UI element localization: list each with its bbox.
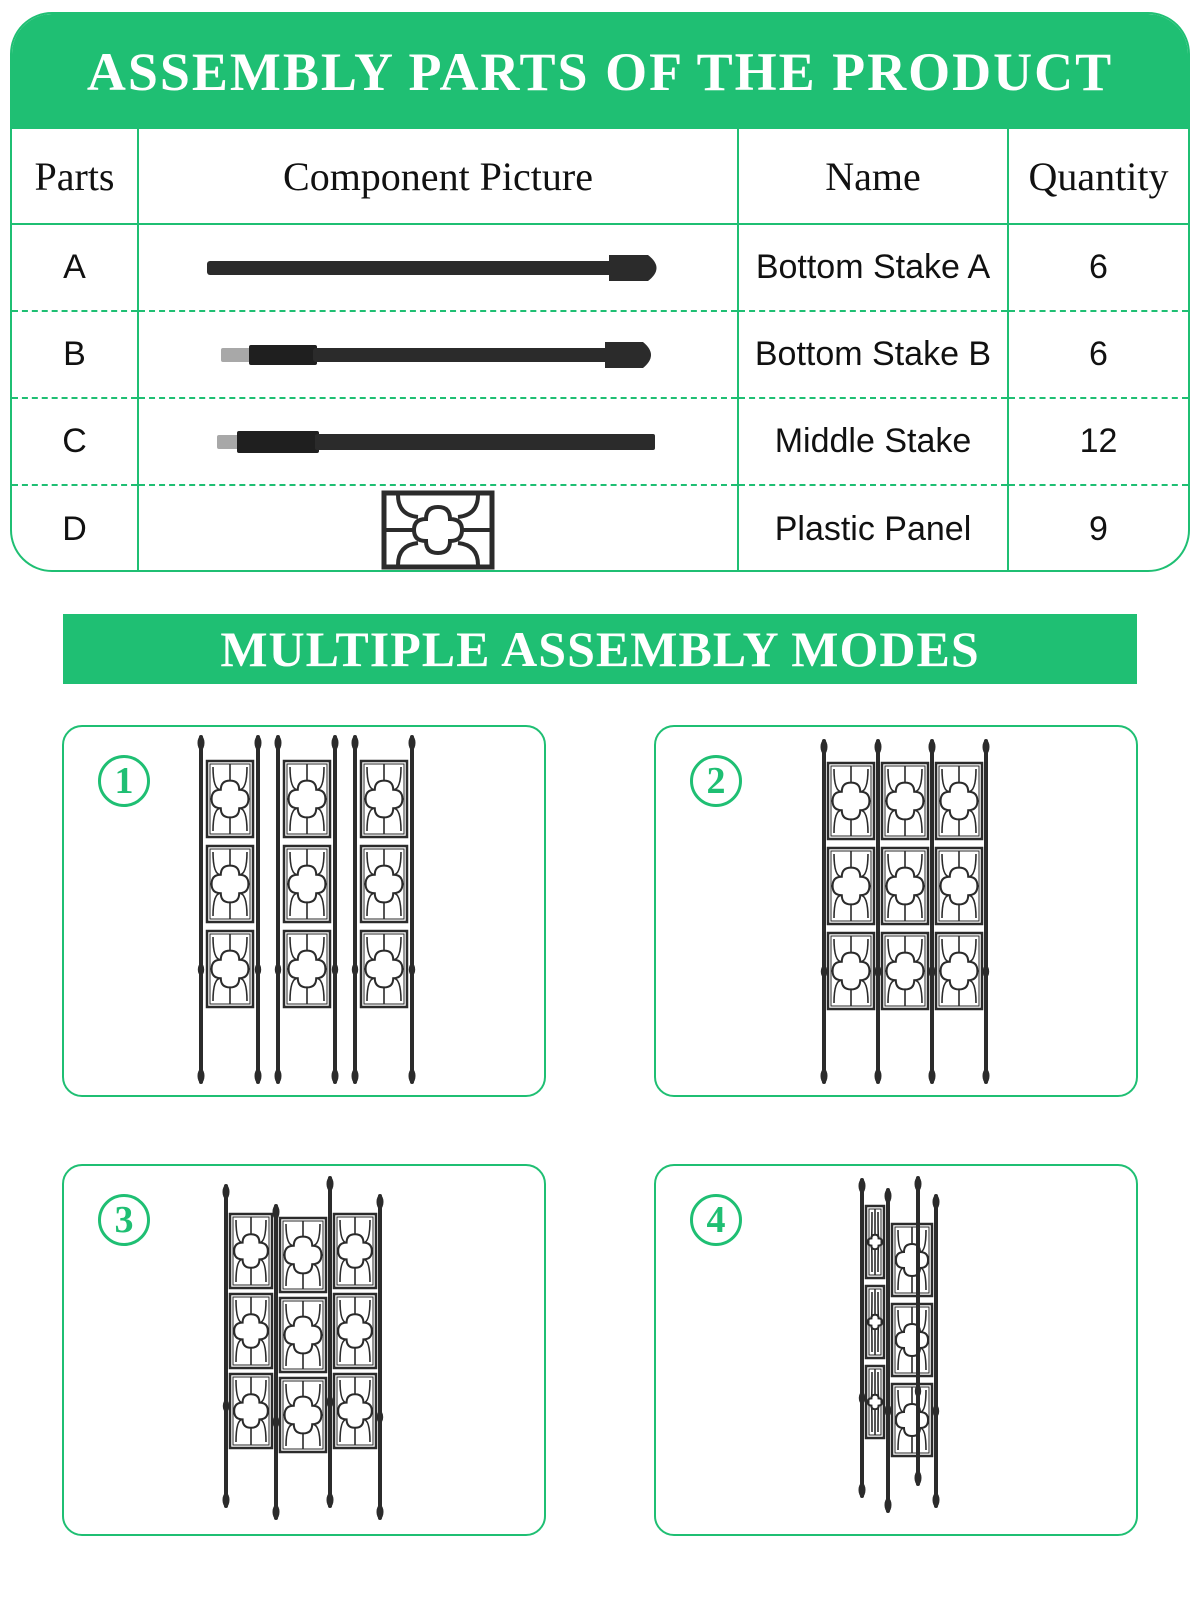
- triangular-trellis-tower-illustration: [656, 1166, 1140, 1538]
- part-quantity: 6: [1008, 224, 1188, 311]
- stake: [409, 736, 416, 1083]
- panel: [230, 1214, 272, 1288]
- panel: [334, 1294, 376, 1368]
- table-row: [12, 311, 1188, 398]
- mode-card-3: [62, 1164, 546, 1536]
- column-header-picture: Component Picture: [138, 129, 738, 224]
- column-header-quantity: Quantity: [1008, 129, 1188, 224]
- panel: [207, 931, 253, 1007]
- stake: [859, 1179, 866, 1497]
- mode-number: 2: [690, 755, 742, 807]
- bottom-stake-b-image: [203, 335, 673, 375]
- plastic-panel-image: [378, 487, 498, 573]
- parts-title: ASSEMBLY PARTS OF THE PRODUCT: [12, 14, 1188, 129]
- panel: [882, 933, 928, 1009]
- stake: [275, 736, 282, 1083]
- parts-card: [10, 12, 1190, 572]
- stake: [198, 736, 205, 1083]
- panel: [207, 846, 253, 922]
- mode-card-2: [654, 725, 1138, 1097]
- panel: [828, 933, 874, 1009]
- flat-joined-trellis-screen-illustration: [656, 727, 1140, 1099]
- modes-title: MULTIPLE ASSEMBLY MODES: [63, 614, 1137, 684]
- mode-number: 1: [98, 755, 150, 807]
- panel: [284, 846, 330, 922]
- panel: [207, 761, 253, 837]
- mode-card-1: [62, 725, 546, 1097]
- stake: [875, 740, 882, 1083]
- panel: [936, 933, 982, 1009]
- part-letter: B: [12, 311, 138, 398]
- parts-table-header-row: [12, 129, 1188, 224]
- panel: [334, 1374, 376, 1448]
- column-header-name: Name: [738, 129, 1008, 224]
- panel: [866, 1366, 884, 1438]
- panel: [334, 1214, 376, 1288]
- part-letter: C: [12, 398, 138, 485]
- part-letter: D: [12, 485, 138, 572]
- panel: [280, 1378, 326, 1452]
- stake: [332, 736, 339, 1083]
- mode-number: 4: [690, 1194, 742, 1246]
- panel: [361, 931, 407, 1007]
- panel: [284, 931, 330, 1007]
- three-separate-trellis-columns-illustration: [64, 727, 548, 1099]
- mode-card-4: [654, 1164, 1138, 1536]
- table-row: [12, 485, 1188, 572]
- part-quantity: 6: [1008, 311, 1188, 398]
- parts-table: [12, 129, 1188, 572]
- panel: [892, 1304, 932, 1376]
- stake: [352, 736, 359, 1083]
- part-name: Plastic Panel: [738, 485, 1008, 572]
- part-quantity: 12: [1008, 398, 1188, 485]
- panel: [936, 848, 982, 924]
- panel: [866, 1286, 884, 1358]
- panel: [892, 1224, 932, 1296]
- panel: [361, 761, 407, 837]
- column-header-parts: Parts: [12, 129, 138, 224]
- middle-stake-image: [203, 422, 673, 462]
- panel: [828, 848, 874, 924]
- panel: [280, 1298, 326, 1372]
- stake: [273, 1205, 280, 1519]
- bottom-stake-a-image: [203, 248, 673, 288]
- panel: [936, 763, 982, 839]
- panel: [280, 1218, 326, 1292]
- panel: [230, 1294, 272, 1368]
- part-quantity: 9: [1089, 510, 1108, 548]
- panel: [866, 1206, 884, 1278]
- stake: [223, 1185, 230, 1507]
- stake: [983, 740, 990, 1083]
- panel: [361, 846, 407, 922]
- folding-zigzag-trellis-screen-illustration: [64, 1166, 548, 1538]
- panel: [882, 848, 928, 924]
- stake: [929, 740, 936, 1083]
- table-row: [12, 398, 1188, 485]
- panel: [882, 763, 928, 839]
- stake: [885, 1189, 892, 1512]
- stake: [933, 1195, 940, 1507]
- panel: [230, 1374, 272, 1448]
- stake: [377, 1195, 384, 1519]
- table-row: [12, 224, 1188, 311]
- stake: [327, 1177, 334, 1507]
- part-name: Bottom Stake B: [738, 311, 1008, 398]
- panel: [284, 761, 330, 837]
- part-name: Bottom Stake A: [738, 224, 1008, 311]
- stake: [255, 736, 262, 1083]
- part-name: Middle Stake: [738, 398, 1008, 485]
- stake: [821, 740, 828, 1083]
- panel: [828, 763, 874, 839]
- panel: [892, 1384, 932, 1456]
- mode-number: 3: [98, 1194, 150, 1246]
- part-letter: A: [12, 224, 138, 311]
